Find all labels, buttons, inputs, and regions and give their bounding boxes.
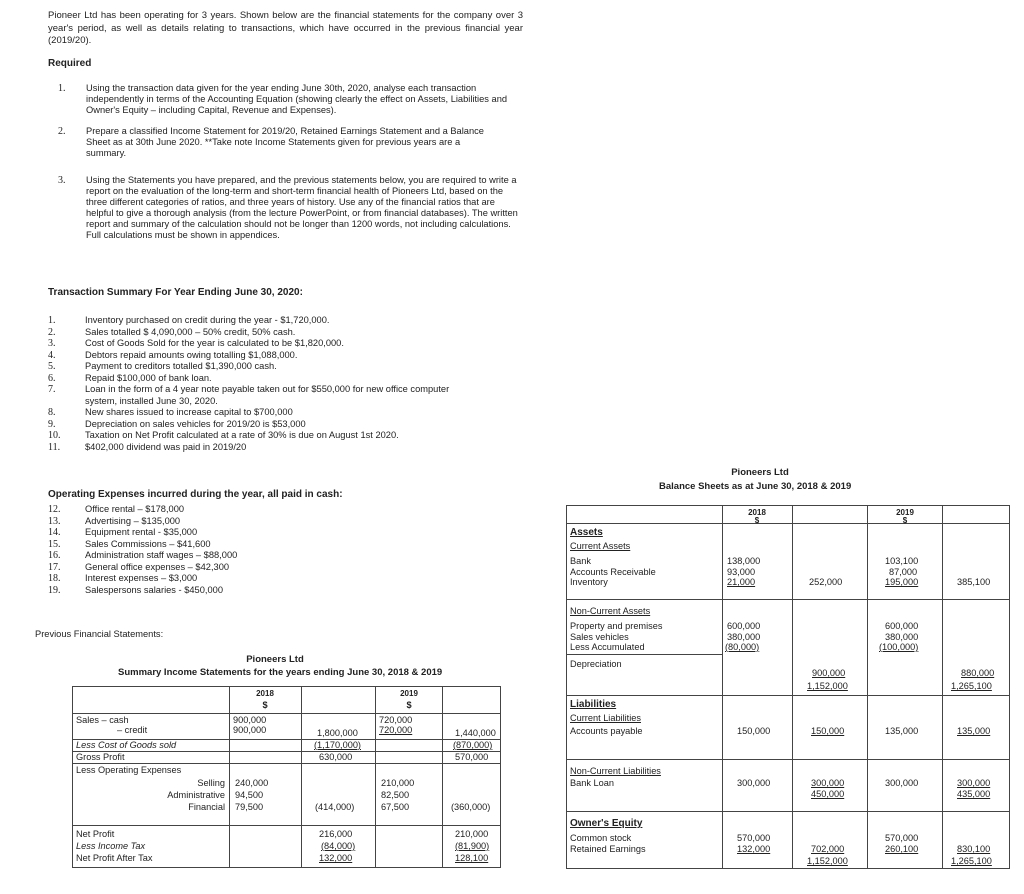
npat-label: Net Profit After Tax xyxy=(76,853,153,863)
value: (80,000) xyxy=(725,642,760,652)
common-stock-label: Common stock xyxy=(570,833,632,843)
income-statement-table xyxy=(72,686,501,868)
value: 103,100 xyxy=(885,556,919,566)
list-item xyxy=(48,550,458,562)
item-number: 19. xyxy=(48,584,61,596)
value: 195,000 xyxy=(885,577,919,587)
balance-title: Balance Sheets as at June 30, 2018 & 2019 xyxy=(659,481,852,492)
item-text: Equipment rental - $35,000 xyxy=(85,527,198,537)
value: 380,000 xyxy=(727,632,761,642)
list-item xyxy=(48,419,458,431)
accum-dep-label: Less Accumulated xyxy=(570,642,645,652)
value: 252,000 xyxy=(809,577,843,587)
retained-earnings-label: Retained Earnings xyxy=(570,844,646,854)
value: 132,000 xyxy=(737,844,771,854)
admin-label: Administrative xyxy=(167,790,225,800)
income-currency-2018: $ xyxy=(262,700,268,710)
list-item xyxy=(48,315,458,327)
item-number: 16. xyxy=(48,550,61,561)
bank-loan-label: Bank Loan xyxy=(570,778,614,788)
value: 900,000 xyxy=(812,668,846,678)
item-number: 14. xyxy=(48,527,61,538)
value: (1,170,000) xyxy=(314,740,361,750)
item-text: Repaid $100,000 of bank loan. xyxy=(85,372,212,383)
item-number: 12. xyxy=(48,504,61,515)
item-text: Cost of Goods Sold for the year is calculated to be $1,820,000. xyxy=(85,338,344,348)
value: 880,000 xyxy=(961,668,995,678)
previous-statements-label: Previous Financial Statements: xyxy=(35,629,164,639)
value: 1,800,000 xyxy=(317,728,358,738)
item-text: Depreciation on sales vehicles for 2019/20 is $53,000 xyxy=(85,418,306,429)
value: 135,000 xyxy=(885,726,919,736)
value: 720,000 xyxy=(379,725,413,735)
value: 300,000 xyxy=(737,778,771,788)
list-item xyxy=(48,504,458,516)
item-text: Interest expenses – $3,000 xyxy=(85,573,198,583)
question-2: 2. Prepare a classified Income Statement for 2019/20, Retained Earnings Statement and a Balance Sheet as at 30th June 2020. **Take note Income Statements given for previous years are a summary. xyxy=(58,126,484,158)
liabilities-heading: Liabilities xyxy=(570,699,617,710)
item-text: Taxation on Net Profit calculated at a rate of 30% is due on August 1st 2020. xyxy=(85,430,399,440)
item-text: New shares issued to increase capital to $700,000 xyxy=(85,407,293,417)
transaction-list xyxy=(48,315,458,453)
value: 150,000 xyxy=(811,726,845,736)
value: 900,000 xyxy=(233,725,267,735)
ncl-heading: Non-Current Liabilities xyxy=(570,766,661,776)
item-text: Office rental – $178,000 xyxy=(85,504,185,514)
list-item xyxy=(48,384,458,407)
item-text: Inventory purchased on credit during the year - $1,720,000. xyxy=(85,315,330,325)
value: 135,000 xyxy=(957,726,991,736)
income-company: Pioneers Ltd xyxy=(246,654,304,665)
bs-year-2019: 2019 xyxy=(896,508,914,517)
gross-profit-label: Gross Profit xyxy=(76,752,125,762)
income-year-2019: 2019 xyxy=(400,689,418,698)
item-text: Payment to creditors totalled $1,390,000 cash. xyxy=(85,361,277,371)
depreciation-label: Depreciation xyxy=(570,659,622,669)
value: 240,000 xyxy=(235,778,269,788)
bs-currency-2018: $ xyxy=(754,516,760,525)
item-number: 13. xyxy=(48,515,61,527)
value: 132,000 xyxy=(319,853,353,863)
value: 435,000 xyxy=(957,789,991,799)
value: 260,100 xyxy=(885,844,919,854)
item-number: 1. xyxy=(48,315,56,326)
ap-label: Accounts payable xyxy=(570,726,643,736)
assets-heading: Assets xyxy=(570,527,603,538)
item-number: 10. xyxy=(48,430,61,441)
item-text: Debtors repaid amounts owing totalling $1,088,000. xyxy=(85,349,298,360)
opex-heading: Operating Expenses incurred during the year, all paid in cash: xyxy=(48,489,343,500)
value: 1,265,100 xyxy=(951,681,992,691)
item-number: 7. xyxy=(48,384,56,395)
ar-label: Accounts Receivable xyxy=(570,567,656,577)
value: 150,000 xyxy=(737,726,771,736)
income-year-2018: 2018 xyxy=(256,689,274,698)
item-number: 11. xyxy=(48,441,61,453)
item-text: $402,000 dividend was paid in 2019/20 xyxy=(85,441,247,452)
income-title: Summary Income Statements for the years ending June 30, 2018 & 2019 xyxy=(118,667,443,678)
question-1: 1. Using the transaction data given for the year ending June 30th, 2020, analyse each transaction independently in terms of the Accounting Equation (showing clearly the effect on Assets, Liabilities and Owner's Equity – including Capital, Revenue and Expenses). xyxy=(58,83,508,115)
item-text: Sales totalled $ 4,090,000 – 50% credit, 50% cash. xyxy=(85,326,296,337)
value: (414,000) xyxy=(315,802,355,812)
list-item xyxy=(48,516,458,528)
cl-heading: Current Liabilities xyxy=(570,713,641,723)
list-item xyxy=(48,573,458,585)
intro-paragraph: Pioneer Ltd has been operating for 3 years. Shown below are the financial statements for the company over 3 year's period, as well as details relating to transactions, which have occurred in the previous financial year (2019/20). xyxy=(48,10,523,46)
item-text: General office expenses – $42,300 xyxy=(85,561,230,572)
sales-cash-label: Sales – cash xyxy=(76,715,129,725)
equity-heading: Owner's Equity xyxy=(570,818,643,829)
item-number: 6. xyxy=(48,372,56,384)
value: 900,000 xyxy=(233,715,267,725)
value: 138,000 xyxy=(727,556,761,566)
value: 94,500 xyxy=(235,790,264,800)
value: 600,000 xyxy=(727,621,761,631)
value: 385,100 xyxy=(957,577,991,587)
value: 21,000 xyxy=(727,577,756,587)
item-number: 2. xyxy=(48,326,56,338)
item-text: Advertising – $135,000 xyxy=(85,515,181,526)
bs-year-2018: 2018 xyxy=(748,508,766,517)
question-3: 3. Using the Statements you have prepared, and the previous statements below, you are required to write a report on the evaluation of the long-term and short-term financial health of Pioneers Ltd, based on the three different categories of ratios, and three years of history. Use any of the financial ratios that are helpful to give a thorough analysis (from the lecture PowerPoint, or from financial databases). The written report and summary of the calculation should not be longer than 1200 words, not including calculations. Full calculations must be shown in appendices. xyxy=(58,175,518,240)
list-item xyxy=(48,327,458,339)
item-text: Sales Commissions – $41,600 xyxy=(85,538,211,549)
income-tax-label: Less Income Tax xyxy=(76,841,146,851)
net-profit-label: Net Profit xyxy=(76,829,115,839)
cogs-label: Less Cost of Goods sold xyxy=(76,740,177,750)
value: 830,100 xyxy=(957,844,991,854)
value: (81,900) xyxy=(455,841,490,851)
value: 1,265,100 xyxy=(951,856,992,866)
bs-currency-2019: $ xyxy=(902,516,908,525)
transactions-heading: Transaction Summary For Year Ending June 30, 2020: xyxy=(48,287,303,298)
value: 380,000 xyxy=(885,632,919,642)
value: 630,000 xyxy=(319,752,353,762)
item-number: 8. xyxy=(48,407,56,418)
value: 87,000 xyxy=(889,567,918,577)
value: 93,000 xyxy=(727,567,756,577)
income-currency-2019: $ xyxy=(406,700,412,710)
list-item xyxy=(48,527,458,539)
value: 300,000 xyxy=(957,778,991,788)
list-item xyxy=(48,407,458,419)
list-item xyxy=(48,350,458,362)
value: 210,000 xyxy=(455,829,489,839)
value: 82,500 xyxy=(381,790,410,800)
required-heading: Required xyxy=(48,58,92,69)
financial-label: Financial xyxy=(188,802,225,812)
selling-label: Selling xyxy=(197,778,225,788)
value: (100,000) xyxy=(879,642,919,652)
nca-heading: Non-Current Assets xyxy=(570,606,651,616)
value: 128,100 xyxy=(455,853,489,863)
opex-label: Less Operating Expenses xyxy=(76,765,182,775)
item-number: 4. xyxy=(48,349,56,361)
item-number: 9. xyxy=(48,418,56,430)
value: 216,000 xyxy=(319,829,353,839)
list-item xyxy=(48,373,458,385)
value: 300,000 xyxy=(885,778,919,788)
value: 300,000 xyxy=(811,778,845,788)
vehicles-label: Sales vehicles xyxy=(570,632,629,642)
value: 450,000 xyxy=(811,789,845,799)
bank-label: Bank xyxy=(570,556,591,566)
value: (360,000) xyxy=(451,802,491,812)
item-text: Administration staff wages – $88,000 xyxy=(85,550,238,560)
current-assets-heading: Current Assets xyxy=(570,541,631,551)
value: (870,000) xyxy=(453,740,493,750)
value: 600,000 xyxy=(885,621,919,631)
item-text: Loan in the form of a 4 year note payable taken out for $550,000 for new office computer system, installed June 30, 2020. xyxy=(85,384,450,406)
item-number: 18. xyxy=(48,573,61,584)
value: 79,500 xyxy=(235,802,264,812)
list-item xyxy=(48,430,458,442)
item-number: 15. xyxy=(48,538,61,550)
list-item xyxy=(48,338,458,350)
value: 1,152,000 xyxy=(807,681,848,691)
sales-credit-label: – credit xyxy=(117,725,148,735)
item-text: Salespersons salaries - $450,000 xyxy=(85,584,223,595)
item-number: 3. xyxy=(48,338,56,349)
value: 570,000 xyxy=(885,833,919,843)
value: 1,440,000 xyxy=(455,728,496,738)
list-item xyxy=(48,585,458,597)
property-label: Property and premises xyxy=(570,621,663,631)
balance-company: Pioneers Ltd xyxy=(731,467,789,478)
value: 570,000 xyxy=(455,752,489,762)
value: 570,000 xyxy=(737,833,771,843)
list-item xyxy=(48,562,458,574)
inventory-label: Inventory xyxy=(570,577,608,587)
balance-sheet-table xyxy=(566,505,1010,869)
value: 1,152,000 xyxy=(807,856,848,866)
list-item xyxy=(48,442,458,454)
item-number: 17. xyxy=(48,561,61,573)
opex-list xyxy=(48,504,458,596)
list-item xyxy=(48,361,458,373)
value: 702,000 xyxy=(811,844,845,854)
value: (84,000) xyxy=(321,841,356,851)
value: 210,000 xyxy=(381,778,415,788)
list-item xyxy=(48,539,458,551)
value: 720,000 xyxy=(379,715,413,725)
item-number: 5. xyxy=(48,361,56,372)
value: 67,500 xyxy=(381,802,410,812)
